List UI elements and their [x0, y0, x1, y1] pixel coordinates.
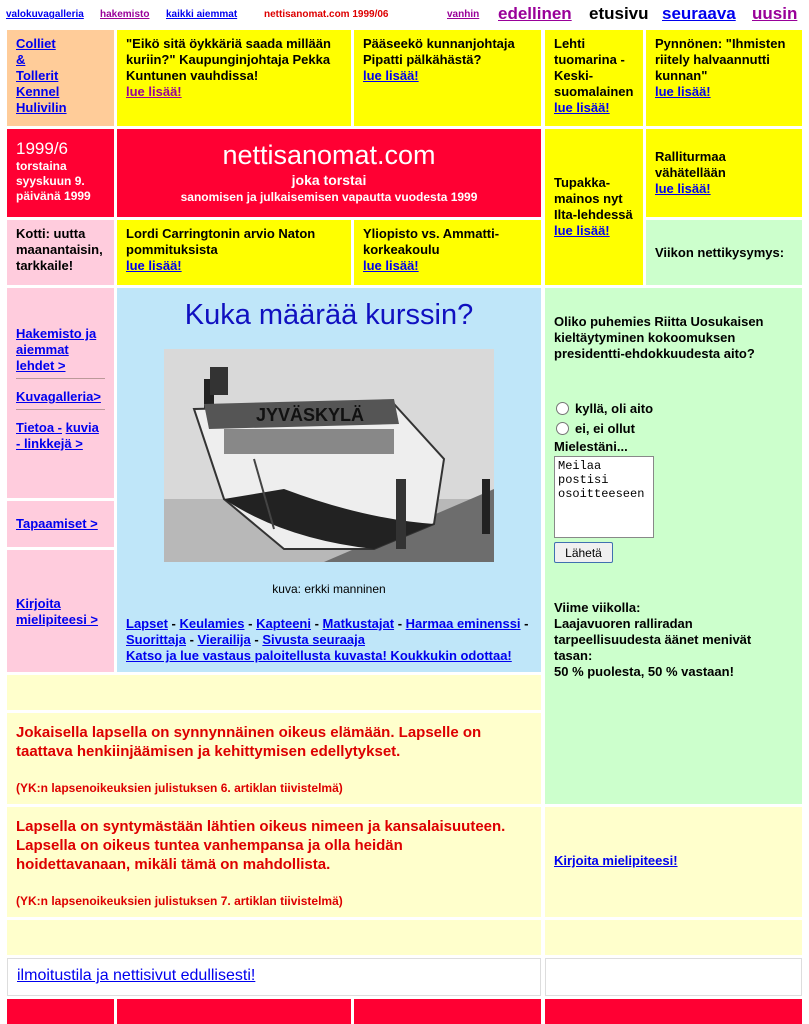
ship-photo-label: JYVÄSKYLÄ — [256, 405, 365, 425]
nav-front-page-label: etusivu — [589, 4, 649, 23]
news-carrington-read-more[interactable]: lue lisää! — [126, 258, 182, 273]
masthead-tagline: sanomisen ja julkaisemisen vapautta vuodesta 1999 — [180, 190, 478, 204]
article-6-source: (YK:n lapsenoikeuksien julistuksen 6. artiklan tiivistelmä) — [16, 781, 343, 795]
nav-directory-link[interactable]: hakemisto — [100, 9, 150, 20]
poll-last-week-text: Laajavuoren ralliradan tarpeellisuudesta äänet menivät tasan: — [554, 616, 752, 663]
poll-opinion-label: Mielestäni... — [554, 439, 628, 454]
issue-date-line-3: päivänä 1999 — [16, 189, 91, 203]
news-pynnonen-text: Pynnönen: "Ihmisten riitely halvaannutti kunnan" — [655, 36, 786, 83]
news-pynnonen-cell — [646, 30, 802, 126]
feature-headline: Kuka määrää kurssin? — [184, 299, 474, 331]
ad-link[interactable]: ilmoitustila ja nettisivut edullisesti! — [17, 967, 256, 984]
kennel-link[interactable]: Colliet & Tollerit Kennel Hulivilin — [16, 36, 67, 115]
news-ralli-cell — [646, 129, 802, 217]
news-yliopisto-cell — [354, 220, 541, 285]
news-kuntunen-read-more[interactable]: lue lisää! — [126, 84, 182, 99]
feature-link-suorittaja[interactable]: Suorittaja — [126, 632, 186, 647]
poll-submit-button[interactable]: Lähetä — [554, 542, 613, 563]
poll-last-week-result: 50 % puolesta, 50 % vastaan! — [554, 664, 734, 679]
news-ralli-text: Ralliturmaa vähätellään — [655, 149, 726, 180]
poll-heading: Viikon nettikysymys: — [655, 245, 785, 260]
article-7-cell — [7, 807, 541, 917]
footer-bar-1 — [7, 999, 114, 1024]
news-carrington-text: Lordi Carringtonin arvio Naton pommituksista — [126, 226, 316, 257]
kennel-cell — [7, 30, 114, 126]
news-carrington-cell — [117, 220, 351, 285]
poll-option-no[interactable]: ei, ei ollut — [554, 421, 635, 437]
feature-link-vierailija[interactable]: Vierailija — [197, 632, 251, 647]
nav-newest-link[interactable]: uusin — [752, 4, 798, 23]
sidebar-links-cell — [7, 288, 114, 498]
news-pipatti-cell — [354, 30, 541, 126]
sidebar-meetings-link[interactable]: Tapaamiset > — [16, 516, 98, 531]
poll-option-yes-radio[interactable] — [556, 402, 569, 415]
news-kuntunen-text: "Eikö sitä öykkäriä saada millään kuriin?" Kaupunginjohtaja Pekka Kuntunen vauhdissa! — [126, 36, 331, 83]
news-pipatti-text: Pääseekö kunnanjohtaja Pipatti pälkähästä? — [363, 36, 515, 67]
ad-cell — [7, 958, 541, 996]
poll-last-week-label: Viime viikolla: — [554, 600, 641, 615]
sidebar-pictures-link[interactable]: kuvia — [65, 420, 99, 435]
sidebar-links-link[interactable]: - linkkejä > — [16, 436, 83, 451]
poll-opinion-textarea[interactable] — [554, 456, 654, 538]
news-ralli-read-more[interactable]: lue lisää! — [655, 181, 711, 196]
feature-call-to-action[interactable]: Katso ja lue vastaus paloitellusta kuvasta! Koukkukin odottaa! — [126, 648, 512, 663]
sidebar-gallery-link[interactable]: Kuvagalleria> — [16, 389, 101, 404]
news-tupakka-cell — [545, 129, 643, 285]
ship-photo[interactable] — [164, 349, 494, 562]
feature-link-keulamies[interactable]: Keulamies — [179, 616, 245, 631]
sidebar-info-links — [16, 420, 105, 452]
issue-number: 1999/6 — [16, 139, 68, 158]
poll-cell — [545, 288, 802, 804]
issue-cell — [7, 129, 114, 217]
ship-photo-illustration — [164, 349, 494, 562]
nav-older-link[interactable]: vanhin — [447, 9, 480, 20]
sidebar-divider-1 — [16, 378, 105, 379]
kotti-cell — [7, 220, 114, 285]
ad-empty-cell — [545, 958, 802, 996]
poll-heading-cell — [646, 220, 802, 285]
masthead-subtitle: joka torstai — [291, 172, 367, 188]
masthead-title: nettisanomat.com — [222, 140, 436, 170]
news-lehti-cell — [545, 30, 643, 126]
feature-link-lapset[interactable]: Lapset — [126, 616, 168, 631]
article-7-source: (YK:n lapsenoikeuksien julistuksen 7. artiklan tiivistelmä) — [16, 894, 343, 908]
footer-bar-4 — [545, 999, 802, 1024]
feature-link-sivusta-seuraaja[interactable]: Sivusta seuraaja — [262, 632, 365, 647]
news-lehti-read-more[interactable]: lue lisää! — [554, 100, 610, 115]
empty-cell-3 — [545, 920, 802, 955]
news-pynnonen-read-more[interactable]: lue lisää! — [655, 84, 711, 99]
empty-cell-2 — [7, 920, 541, 955]
sidebar-write-cell — [7, 550, 114, 672]
nav-previous-link[interactable]: edellinen — [498, 4, 572, 23]
kotti-text: Kotti: uutta maanantaisin, tarkkaile! — [16, 226, 103, 273]
feature-link-kapteeni[interactable]: Kapteeni — [256, 616, 311, 631]
feature-links: Lapset - Keulamies - Kapteeni - Matkustajat - Harmaa eminenssi - Suorittaja - Vierailija - Sivusta seuraaja Katso ja lue vastaus paloitellusta kuvasta! Koukkukin odottaa! — [126, 616, 529, 663]
top-navigation — [0, 0, 809, 28]
article-6-cell — [7, 713, 541, 804]
sidebar-divider-2 — [16, 409, 105, 410]
sidebar-write-opinion-link[interactable]: Kirjoita mielipiteesi > — [16, 596, 99, 627]
poll-option-yes[interactable]: kyllä, oli aito — [554, 401, 653, 417]
news-tupakka-text: Tupakka-mainos nyt Ilta-lehdessä — [554, 175, 633, 222]
issue-date-line-2: syyskuun 9. — [16, 174, 85, 188]
poll-question: Oliko puhemies Riitta Uosukaisen kieltäytyminen kokoomuksen presidentti-ehdokkuudesta aito? — [554, 314, 764, 361]
empty-cell-1 — [7, 675, 541, 710]
footer-bar-3 — [354, 999, 541, 1024]
sidebar-directory-link[interactable]: Hakemisto ja aiemmat lehdet > — [16, 326, 97, 373]
news-kuntunen-cell — [117, 30, 351, 126]
nav-all-previous-link[interactable]: kaikki aiemmat — [166, 9, 238, 20]
site-issue-label: nettisanomat.com 1999/06 — [264, 9, 389, 20]
nav-next-link[interactable]: seuraava — [662, 4, 736, 23]
nav-gallery-link[interactable]: valokuvagalleria — [6, 9, 84, 20]
sidebar-info-link[interactable]: Tietoa - — [16, 420, 62, 435]
news-yliopisto-read-more[interactable]: lue lisää! — [363, 258, 419, 273]
feature-link-harmaa-eminenssi[interactable]: Harmaa eminenssi — [405, 616, 521, 631]
news-yliopisto-text: Yliopisto vs. Ammatti-korkeakoulu — [363, 226, 500, 257]
masthead — [117, 129, 541, 217]
news-pipatti-read-more[interactable]: lue lisää! — [363, 68, 419, 83]
issue-date-line-1: torstaina — [16, 159, 67, 173]
feature-caption: kuva: erkki manninen — [272, 582, 386, 596]
article-6-text: Jokaisella lapsella on synnynnäinen oikeus elämään. Lapselle on taattava henkiinjäämisen ja kehittymisen edellytykset. — [16, 724, 482, 760]
sidebar-meetings-cell — [7, 501, 114, 547]
poll-option-no-radio[interactable] — [556, 422, 569, 435]
article-7-text: Lapsella on syntymästään lähtien oikeus nimeen ja kansalaisuuteen. Lapsella on oikeus tuntea vanhempansa ja olla heidän hoidettavanaan, mikäli tämä on mahdollista. — [16, 818, 506, 873]
feature-link-matkustajat[interactable]: Matkustajat — [322, 616, 395, 631]
write-opinion-cell — [545, 807, 802, 917]
write-opinion-link[interactable]: Kirjoita mielipiteesi! — [554, 853, 678, 868]
footer-bar-2 — [117, 999, 351, 1024]
news-lehti-text: Lehti tuomarina - Keski-suomalainen — [554, 36, 634, 99]
news-tupakka-read-more[interactable]: lue lisää! — [554, 223, 610, 238]
